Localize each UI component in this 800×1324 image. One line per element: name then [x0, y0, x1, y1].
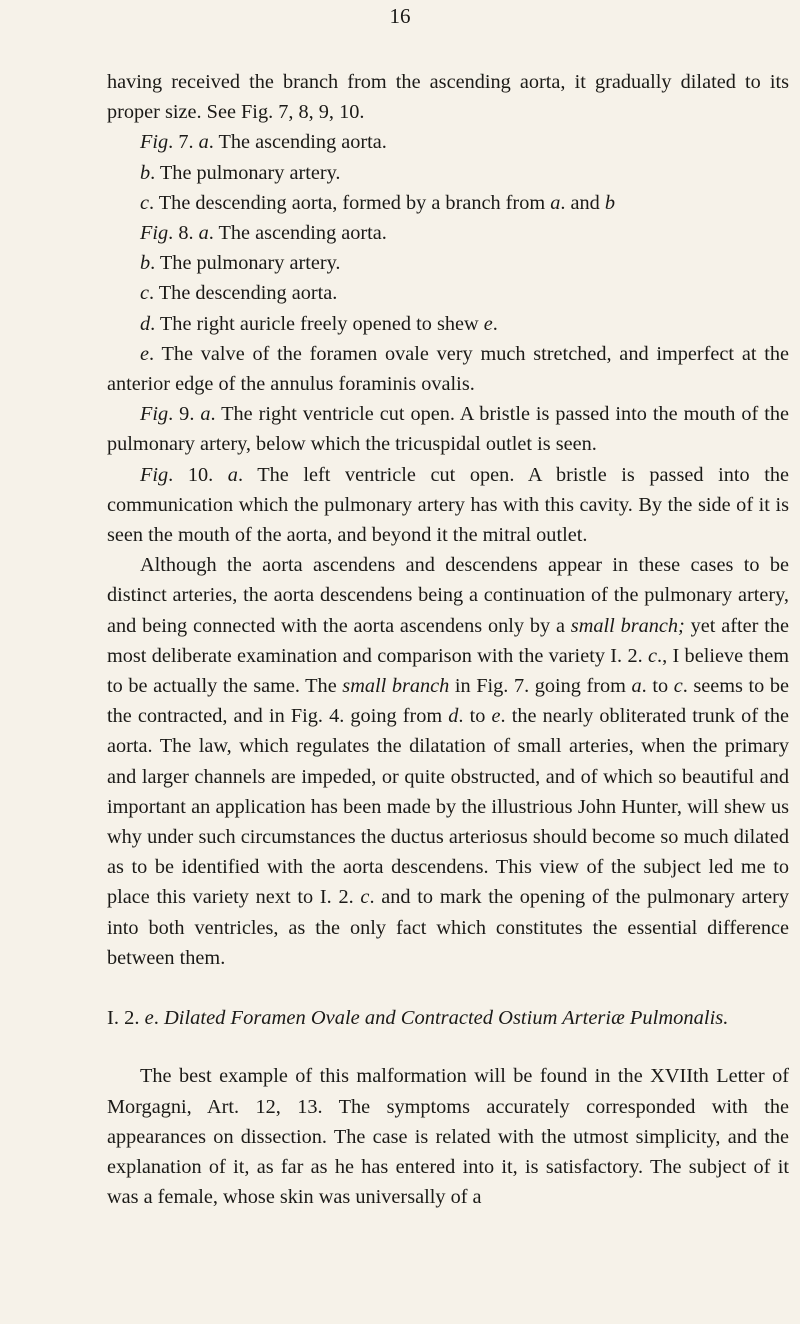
- italic-text: small branch;: [570, 614, 685, 637]
- figure-caption-8c: [107, 278, 789, 308]
- text-run: I. 2.: [107, 1007, 145, 1030]
- text-run: . 8.: [168, 222, 199, 245]
- text-run: in Fig. 7. going from: [449, 675, 632, 698]
- italic-text: c: [140, 282, 150, 305]
- paragraph-continuation: [107, 67, 789, 127]
- italic-text: Fig: [140, 131, 169, 154]
- section-heading: [107, 1003, 789, 1033]
- italic-text: a: [550, 191, 561, 214]
- text-run: . seems to be the contracted, and in Fig. 4. going from: [107, 675, 790, 728]
- figure-caption-9a: [107, 399, 789, 459]
- italic-text: d: [140, 312, 151, 335]
- figure-caption-8a: [107, 218, 789, 248]
- case-paragraph: [107, 1061, 789, 1212]
- text-run: . The ascending aorta.: [208, 131, 387, 154]
- italic-text: c: [140, 191, 150, 214]
- text-run: . and: [560, 191, 605, 214]
- figure-caption-7c: [107, 188, 789, 218]
- text-run: . The right ventricle cut open. A bristle is passed into the mouth of the pulmonary artery, below which the tricuspidal outlet is seen.: [107, 403, 789, 456]
- text-run: having received the branch from the ascending aorta, it gradually dilated to its proper size. See Fig. 7, 8, 9, 10.: [107, 71, 789, 124]
- italic-text: d: [448, 705, 459, 728]
- text-run: . The ascending aorta.: [208, 222, 387, 245]
- text-run: . to: [458, 705, 492, 728]
- italic-text: small branch: [342, 675, 450, 698]
- italic-text: Fig: [140, 463, 169, 486]
- text-run: . The left ventricle cut open. A bristle is passed into the communication which the pulmonary artery has with this cavity. By the side of it is seen the mouth of the aorta, and beyond it the mitral outlet.: [107, 463, 790, 547]
- text-run: ., I believe them to be actually the same. The: [107, 644, 789, 698]
- text-run: . and to mark the opening of the pulmonary artery into both ventricles, as the only fact which constitutes the essential difference between them.: [107, 886, 789, 969]
- figure-caption-8b: [107, 248, 789, 278]
- italic-text: c: [647, 644, 657, 667]
- italic-text: c: [673, 675, 683, 698]
- text-run: . The descending aorta.: [149, 282, 338, 305]
- text-run: . 9.: [168, 403, 201, 426]
- italic-text: e: [491, 705, 501, 728]
- text-run: Although the aorta ascendens and descendens appear in these cases to be distinct arteries, the aorta descendens being a continuation of the pulmonary artery, and being connected with the aorta ascendens only by a: [107, 554, 789, 637]
- text-run: .: [492, 312, 498, 335]
- figure-caption-8d: [107, 309, 789, 339]
- text-run: . The valve of the foramen ovale very much stretched, and imperfect at the anterior edge of the annulus foraminis ovalis.: [107, 342, 789, 396]
- figure-caption-7b: [107, 158, 789, 188]
- italic-text: e: [483, 312, 493, 335]
- italic-text: b: [604, 191, 615, 214]
- italic-text: e: [144, 1007, 154, 1030]
- text-run: . 10.: [168, 463, 228, 486]
- italic-text: c: [360, 886, 370, 909]
- italic-text: Fig: [140, 222, 169, 245]
- figure-caption-8e: [107, 339, 789, 399]
- italic-text: a: [200, 403, 211, 426]
- text-run: The best example of this malformation will be found in the XVIIth Letter of Morgagni, Art. 12, 13. The symptoms accurately corresponded with the appearances on dissection. The case is related with the utmost simplicity, and the explanation of it, as far as he has entered into it, is satisfactory. The subject of it was a female, whose skin was universally of a: [107, 1065, 789, 1209]
- italic-text: a: [198, 222, 209, 245]
- italic-text: b: [140, 252, 151, 275]
- figure-caption-10a: [107, 460, 789, 551]
- italic-text: e: [140, 342, 150, 365]
- text-run: yet after the most deliberate examination and comparison with the variety I. 2.: [107, 614, 789, 667]
- text-run: . The pulmonary artery.: [150, 252, 341, 275]
- text-run: . to: [641, 675, 674, 698]
- text-run: .: [153, 1007, 164, 1030]
- italic-text: Dilated Foramen Ovale and Contracted Ostium Arteriæ Pulmonalis.: [163, 1007, 729, 1030]
- italic-text: b: [140, 161, 151, 184]
- italic-text: Fig: [140, 403, 169, 426]
- italic-text: a: [227, 463, 238, 486]
- text-run: . The pulmonary artery.: [150, 161, 341, 184]
- page-body: [107, 67, 789, 1212]
- text-run: . The descending aorta, formed by a branch from: [149, 191, 551, 214]
- text-run: . the nearly obliterated trunk of the aorta. The law, which regulates the dilatation of small arteries, when the primary and larger channels are impeded, or quite obstructed, and of which so beautiful and important an application has been made by the illustrious John Hunter, will shew us why under such circumstances the ductus arteriosus should become so much dilated as to be identified with the aorta descendens. This view of the subject led me to place this variety next to I. 2.: [107, 705, 789, 909]
- text-run: . 7.: [168, 131, 199, 154]
- text-run: . The right auricle freely opened to shew: [150, 312, 484, 335]
- italic-text: a: [631, 675, 642, 698]
- discussion-paragraph: [107, 550, 789, 973]
- page-number: 16: [389, 4, 411, 28]
- italic-text: a: [198, 131, 209, 154]
- figure-caption-7a: [107, 127, 789, 157]
